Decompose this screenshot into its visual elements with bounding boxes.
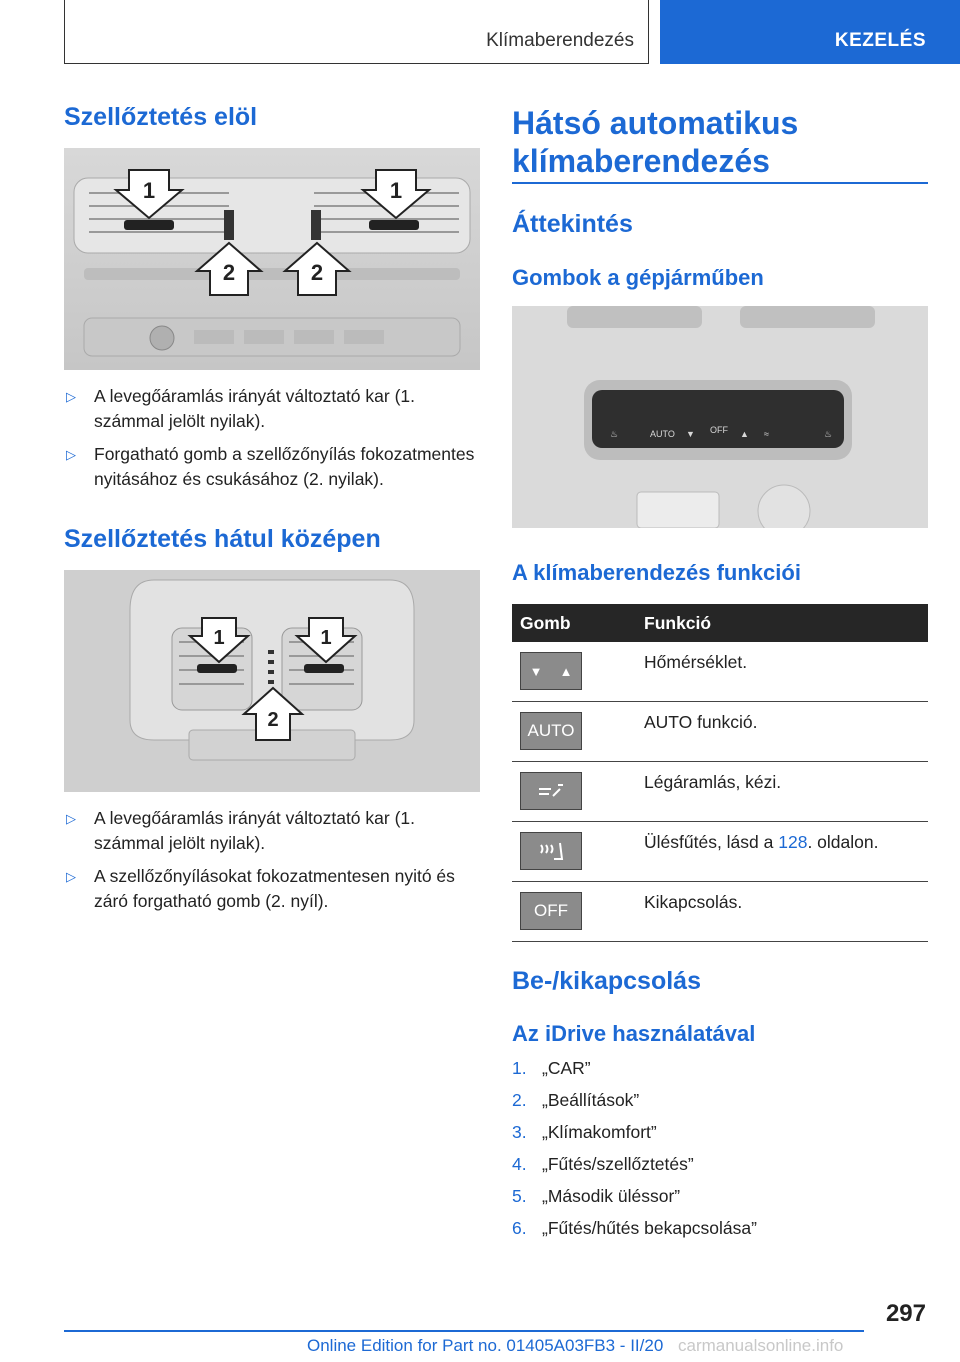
list-item: 3. „Klímakomfort” [512,1122,657,1142]
edition-text: Online Edition for Part no. 01405A03FB3 - II/20 [307,1336,664,1355]
col-header-function: Funkció [636,604,928,642]
table-row [512,642,928,702]
svg-text:1: 1 [213,627,225,649]
row-function: Kikapcsolás. [636,882,928,942]
off-button-icon: OFF [520,892,582,930]
row-function: Hőmérséklet. [636,642,928,702]
svg-text:≈: ≈ [764,429,769,439]
col-header-button: Gomb [512,604,636,642]
table-header-row [512,604,928,642]
list-item: 5. „Második üléssor” [512,1186,681,1206]
triangle-bullet-icon: ▷ [66,389,76,404]
front-vent-list [64,384,480,500]
rear-vent-title: Szellőztetés hátul középen [64,525,381,553]
functions-table [512,604,928,942]
row-function: Ülésfűtés, lásd a 128. oldalon. [636,822,928,882]
svg-text:2: 2 [222,260,236,285]
table-row [512,882,928,942]
list-item: 4. „Fűtés/szellőztetés” [512,1154,694,1174]
svg-text:♨: ♨ [824,429,833,439]
triangle-bullet-icon: ▷ [66,447,76,462]
row-function: AUTO funkció. [636,702,928,762]
seat-heating-icon [520,832,582,870]
table-row [512,762,928,822]
svg-text:2: 2 [267,709,279,731]
list-item: ▷ A levegőáramlás irányát változtató kar (1. számmal jelölt nyilak). [66,386,415,431]
idrive-steps [512,1052,757,1244]
triangle-bullet-icon: ▷ [66,811,76,826]
rear-vent-photo [64,570,480,792]
header-section: KEZELÉS [834,30,926,51]
svg-text:▼: ▼ [686,429,695,439]
list-item: ▷ A levegőáramlás irányát változtató kar (1. számmal jelölt nyilak). [66,808,415,853]
page-link[interactable]: 128 [778,832,808,852]
title-rule [512,182,928,184]
table-row [512,822,928,882]
page-title: Hátsó automatikus klímaberendezés [512,105,799,179]
svg-text:1: 1 [320,627,332,649]
svg-text:OFF: OFF [710,425,728,435]
list-item: 1. „CAR” [512,1058,591,1078]
front-vent-photo [64,148,480,370]
functions-title: A klímaberendezés funkciói [512,560,801,585]
overview-title: Áttekintés [512,210,633,238]
header-chapter: Klímaberendezés [486,30,634,51]
idrive-title: Az iDrive használatával [512,1021,756,1046]
svg-text:▲: ▲ [740,429,749,439]
svg-text:♨: ♨ [610,429,619,439]
svg-text:1: 1 [142,178,156,203]
header-section-box [660,0,960,64]
list-item: ▷ Forgatható gomb a szellőzőnyílás fokozatmentes nyitásához és csukásához (2. nyilak). [66,444,475,489]
front-vent-title: Szellőztetés elöl [64,103,258,131]
triangle-bullet-icon: ▷ [66,869,76,884]
auto-button-icon: AUTO [520,712,582,750]
rear-panel-photo [512,306,928,528]
svg-text:AUTO: AUTO [650,429,675,439]
svg-text:2: 2 [310,260,324,285]
table-row [512,702,928,762]
onoff-title: Be-/kikapcsolás [512,967,701,995]
watermark: carmanualsonline.info [678,1336,844,1355]
list-item: 6. „Fűtés/hűtés bekapcsolása” [512,1218,757,1238]
list-item: 2. „Beállítások” [512,1090,640,1110]
buttons-title: Gombok a gépjárműben [512,265,764,290]
page-number: 297 [885,1300,926,1327]
row-function: Légáramlás, kézi. [636,762,928,822]
temperature-buttons-icon: ▼ ▲ [520,652,582,690]
header-chapter-box [64,0,649,64]
manual-airflow-icon [520,772,582,810]
footer-rule [64,1330,864,1332]
list-item: ▷ A szellőzőnyílásokat fokozatmentesen nyitó és záró forgatható gomb (2. nyíl). [66,866,455,911]
svg-text:1: 1 [389,178,403,203]
rear-vent-list [64,806,480,922]
